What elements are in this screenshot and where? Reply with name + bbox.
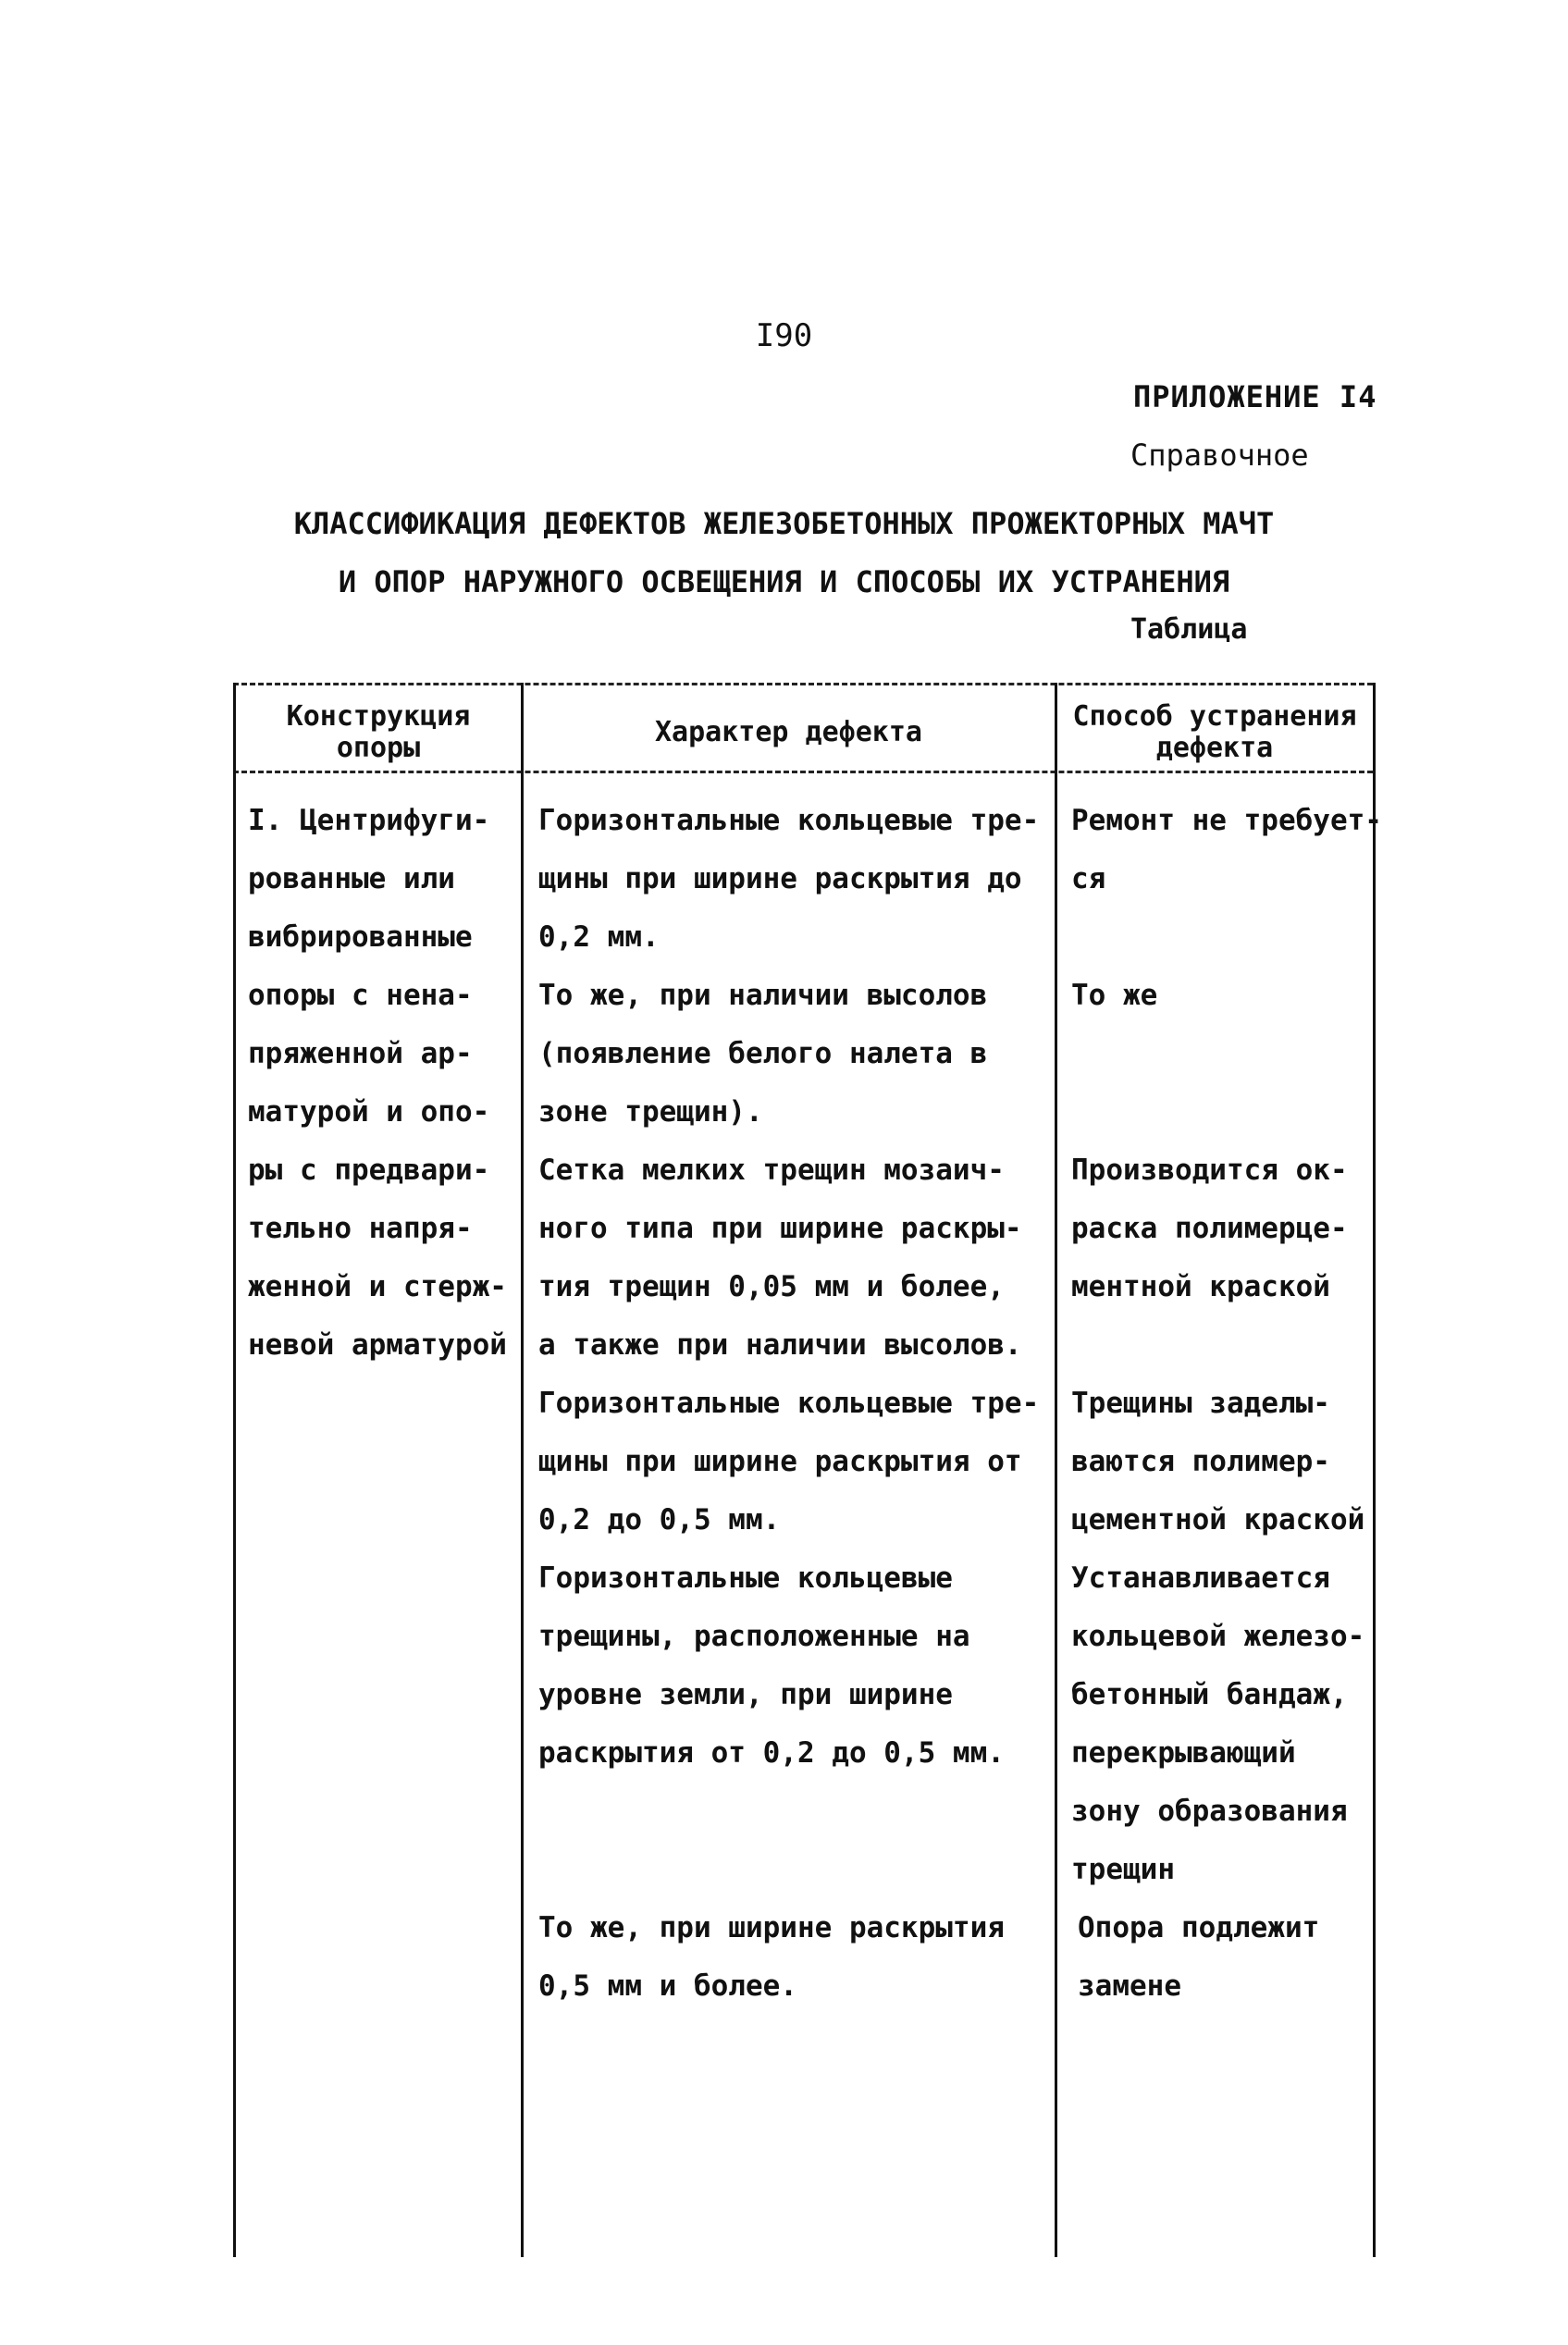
title-line-1: КЛАССИФИКАЦИЯ ДЕФЕКТОВ ЖЕЛЕЗОБЕТОННЫХ ПРОЖЕКТОРНЫХ МАЧТ: [293, 506, 1275, 541]
defect-cell-6: То же, при ширине раскрытия 0,5 мм и более.: [538, 1911, 1005, 2003]
table-left-border: [233, 683, 236, 2257]
document-title: [0, 495, 1568, 611]
remedy-cell-2: То же: [1071, 979, 1158, 1012]
remedy-cell-1: Ремонт не требует- ся: [1071, 804, 1382, 895]
construction-cell: I. Центрифуги- рованные или вибрированные опоры с нена- пряженной ар- матурой и опо- ры с предвари- тельно напря- женной и стерж- невой арматурой: [248, 804, 507, 1362]
defect-cell-3: Сетка мелких трещин мозаич- ного типа при ширине раскры- тия трещин 0,05 мм и более, а также при наличии высолов.: [538, 1154, 1022, 1362]
defect-cell-2: То же, при наличии высолов (появление белого налета в зоне трещин).: [538, 979, 988, 1129]
appendix-label: ПРИЛОЖЕНИЕ I4: [1133, 379, 1377, 414]
column-divider-1: [521, 683, 524, 2257]
page-number: I90: [755, 317, 813, 354]
table-right-border: [1373, 683, 1376, 2257]
table-top-border: [233, 683, 1373, 685]
column-divider-2: [1055, 683, 1057, 2257]
remedy-cell-6: Опора подлежит замене: [1078, 1911, 1320, 2003]
header-defect: Характер дефекта: [655, 716, 922, 748]
reference-label: Справочное: [1130, 438, 1309, 473]
header-construction: Конструкция опоры: [286, 700, 471, 764]
header-remedy: Способ устранения дефекта: [1072, 700, 1357, 764]
defect-cell-4: Горизонтальные кольцевые тре- щины при ширине раскрытия от 0,2 до 0,5 мм.: [538, 1387, 1040, 1537]
remedy-cell-4: Трещины заделы- ваются полимер- цементной краской: [1071, 1387, 1365, 1537]
title-line-2: И ОПОР НАРУЖНОГО ОСВЕЩЕНИЯ И СПОСОБЫ ИХ УСТРАНЕНИЯ: [338, 564, 1230, 599]
header-bottom-border: [233, 771, 1373, 773]
remedy-cell-3: Производится ок- раска полимерце- ментной краской: [1071, 1154, 1348, 1303]
defect-cell-5: Горизонтальные кольцевые трещины, расположенные на уровне земли, при ширине раскрытия от 0,2 до 0,5 мм.: [538, 1561, 1005, 1770]
remedy-cell-5: Устанавливается кольцевой железо- бетонный бандаж, перекрывающий зону образования трещин: [1071, 1561, 1365, 1886]
defect-cell-1: Горизонтальные кольцевые тре- щины при ширине раскрытия до 0,2 мм.: [538, 804, 1040, 954]
table-label: Таблица: [1130, 613, 1248, 646]
